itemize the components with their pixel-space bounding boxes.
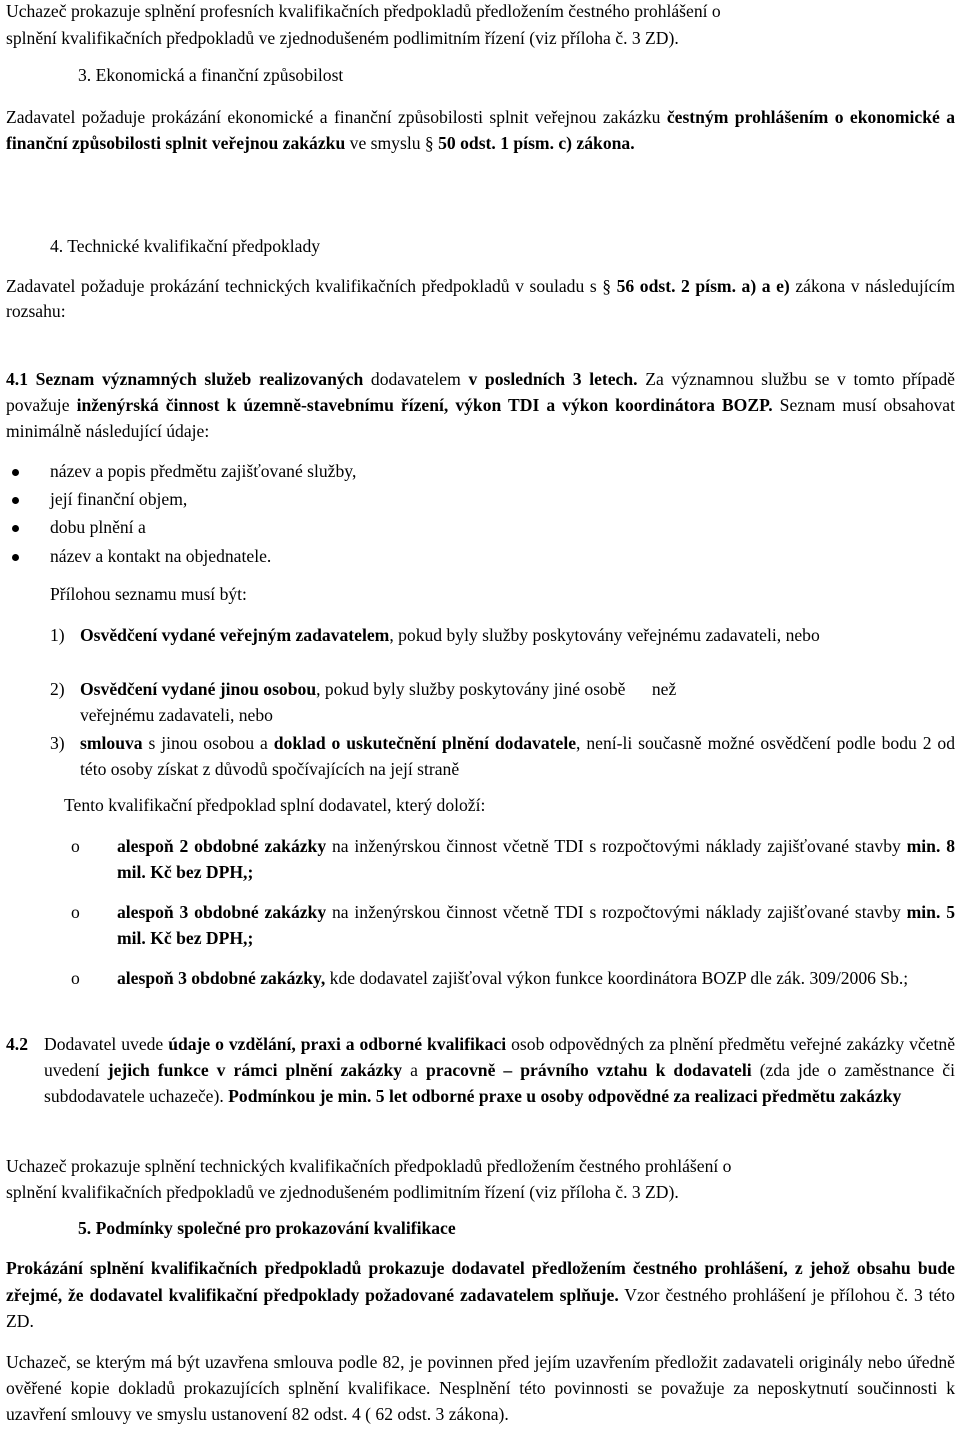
list-item: název a popis předmětu zajišťované služby, [6, 460, 955, 488]
section-4-heading: 4. Technické kvalifikační předpoklady [50, 236, 321, 256]
numbered-item-1: 1) Osvědčení vydané veřejným zadavatelem, pokud byly služby poskytovány veřejnému zadavateli, nebo [50, 625, 820, 645]
section-4-paragraph: Zadavatel požaduje prokázání technických kvalifikačních předpokladů v souladu s § 56 odst. 2 písm. a) a e) zákona v následujícím rozsahu: [6, 276, 956, 321]
bullet-icon [12, 525, 19, 532]
bullet-icon [12, 469, 19, 476]
numbered-item-2: 2) Osvědčení vydané jinou osobou, pokud byly služby poskytovány jiné osobě než veřejnému zadavateli, nebo [50, 679, 677, 725]
numbered-item-3: 3) smlouva s jinou osobou a doklad o uskutečnění plnění dodavatele, není-li současně možné osvědčení podle bodu 2 od této osoby získat z důvodů spočívajících na její straně [50, 733, 956, 779]
requirements-bullet-list [6, 460, 955, 573]
section-4-2-paragraph: 4.2 Dodavatel uvede údaje o vzdělání, praxi a odborné kvalifikaci osob odpovědných za plnění předmětu veřejné zakázky včetně uvedení jejich funkce v rámci plnění zakázky a pracovně – právního vztahu k dodavateli (zda jde o zaměstnance či subdodavatele uchazeče). Podmínkou je min. 5 let odborné praxe u osoby odpovědné za realizaci předmětu zakázky [6, 1034, 956, 1106]
attachment-title: Přílohou seznamu musí být: [50, 584, 247, 604]
section-3-heading: 3. Ekonomická a finanční způsobilost [78, 65, 344, 85]
final-paragraph: Uchazeč, se kterým má být uzavřena smlouva podle 82, je povinnen před jejím uzavřením předložit zadavateli originály nebo úředně ověřené kopie dokladů prokazujících splnění kvalifikace. Nesplnění této povinnosti se považuje za neposkytnutí součinnosti k uzavření smlouvy ve smyslu ustanovení 82 odst. 4 ( 62 odst. 3 zákona). [6, 1352, 955, 1424]
circle-bullet-icon: o [71, 836, 80, 856]
paragraph-sign-icon: § [602, 276, 612, 296]
bullet-icon [12, 497, 19, 504]
circle-bullet-icon: o [71, 902, 80, 922]
section-5-paragraph: Prokázání splnění kvalifikačních předpokladů prokazuje dodavatel předložením čestného prohlášení, z jehož obsahu bude zřejmé, že dodavatel kvalifikační předpoklady požadované zadavatelem splňuje. Vzor čestného prohlášení je přílohou č. 3 této ZD. [6, 1258, 955, 1331]
circle-bullet-icon: o [71, 968, 80, 988]
paragraph-sign-icon: § [424, 133, 434, 153]
intro-line-2: splnění kvalifikačních předpokladů ve zjednodušeném podlimitním řízení (viz příloha č. 3 ZD). [6, 27, 679, 48]
o-item-3: o alespoň 3 obdobné zakázky, kde dodavatel zajišťoval výkon funkce koordinátora BOZP dle zák. 309/2006 Sb.; [6, 965, 955, 991]
intro-paragraph [6, 0, 955, 50]
bullet-icon [12, 554, 19, 561]
o-item-1: o alespoň 2 obdobné zakázky na inženýrskou činnost včetně TDI s rozpočtovými náklady zajišťované stavby min. 8 mil. Kč bez DPH,; [6, 833, 955, 885]
list-item: název a kontakt na objednatele. [6, 545, 955, 573]
section-5-heading: 5. Podmínky společné pro prokazování kvalifikace [78, 1218, 456, 1238]
tech-proof-paragraph: Uchazeč prokazuje splnění technických kvalifikačních předpokladů předložením čestného prohlášení o splnění kvalifikačních předpokladů ve zjednodušeném podlimitním řízení (viz příloha č. 3 ZD). [6, 1156, 732, 1202]
section-4-1-paragraph: 4.1 Seznam významných služeb realizovaných dodavatelem v posledních 3 letech. Za významnou službu se v tomto případě považuje inženýrská činnost k územně-stavebnímu řízení, výkon TDI a výkon koordinátora BOZP. Seznam musí obsahovat minimálně následující údaje: [6, 369, 955, 441]
intro-line-1: Uchazeč prokazuje splnění profesních kvalifikačních předpokladů předložením čestného prohlášení o [6, 1, 721, 21]
o-item-2: o alespoň 3 obdobné zakázky na inženýrskou činnost včetně TDI s rozpočtovými náklady zajišťované stavby min. 5 mil. Kč bez DPH,; [6, 899, 955, 951]
fulfil-line: Tento kvalifikační předpoklad splní dodavatel, který doloží: [64, 795, 486, 815]
section-3-paragraph: Zadavatel požaduje prokázání ekonomické a finanční způsobilosti splnit veřejnou zakázku čestným prohlášením o ekonomické a finanční způsobilosti splnit veřejnou zakázku ve smyslu § 50 odst. 1 písm. c) zákona. [6, 107, 955, 153]
list-item: dobu plnění a [6, 516, 955, 544]
list-item: její finanční objem, [6, 488, 955, 516]
